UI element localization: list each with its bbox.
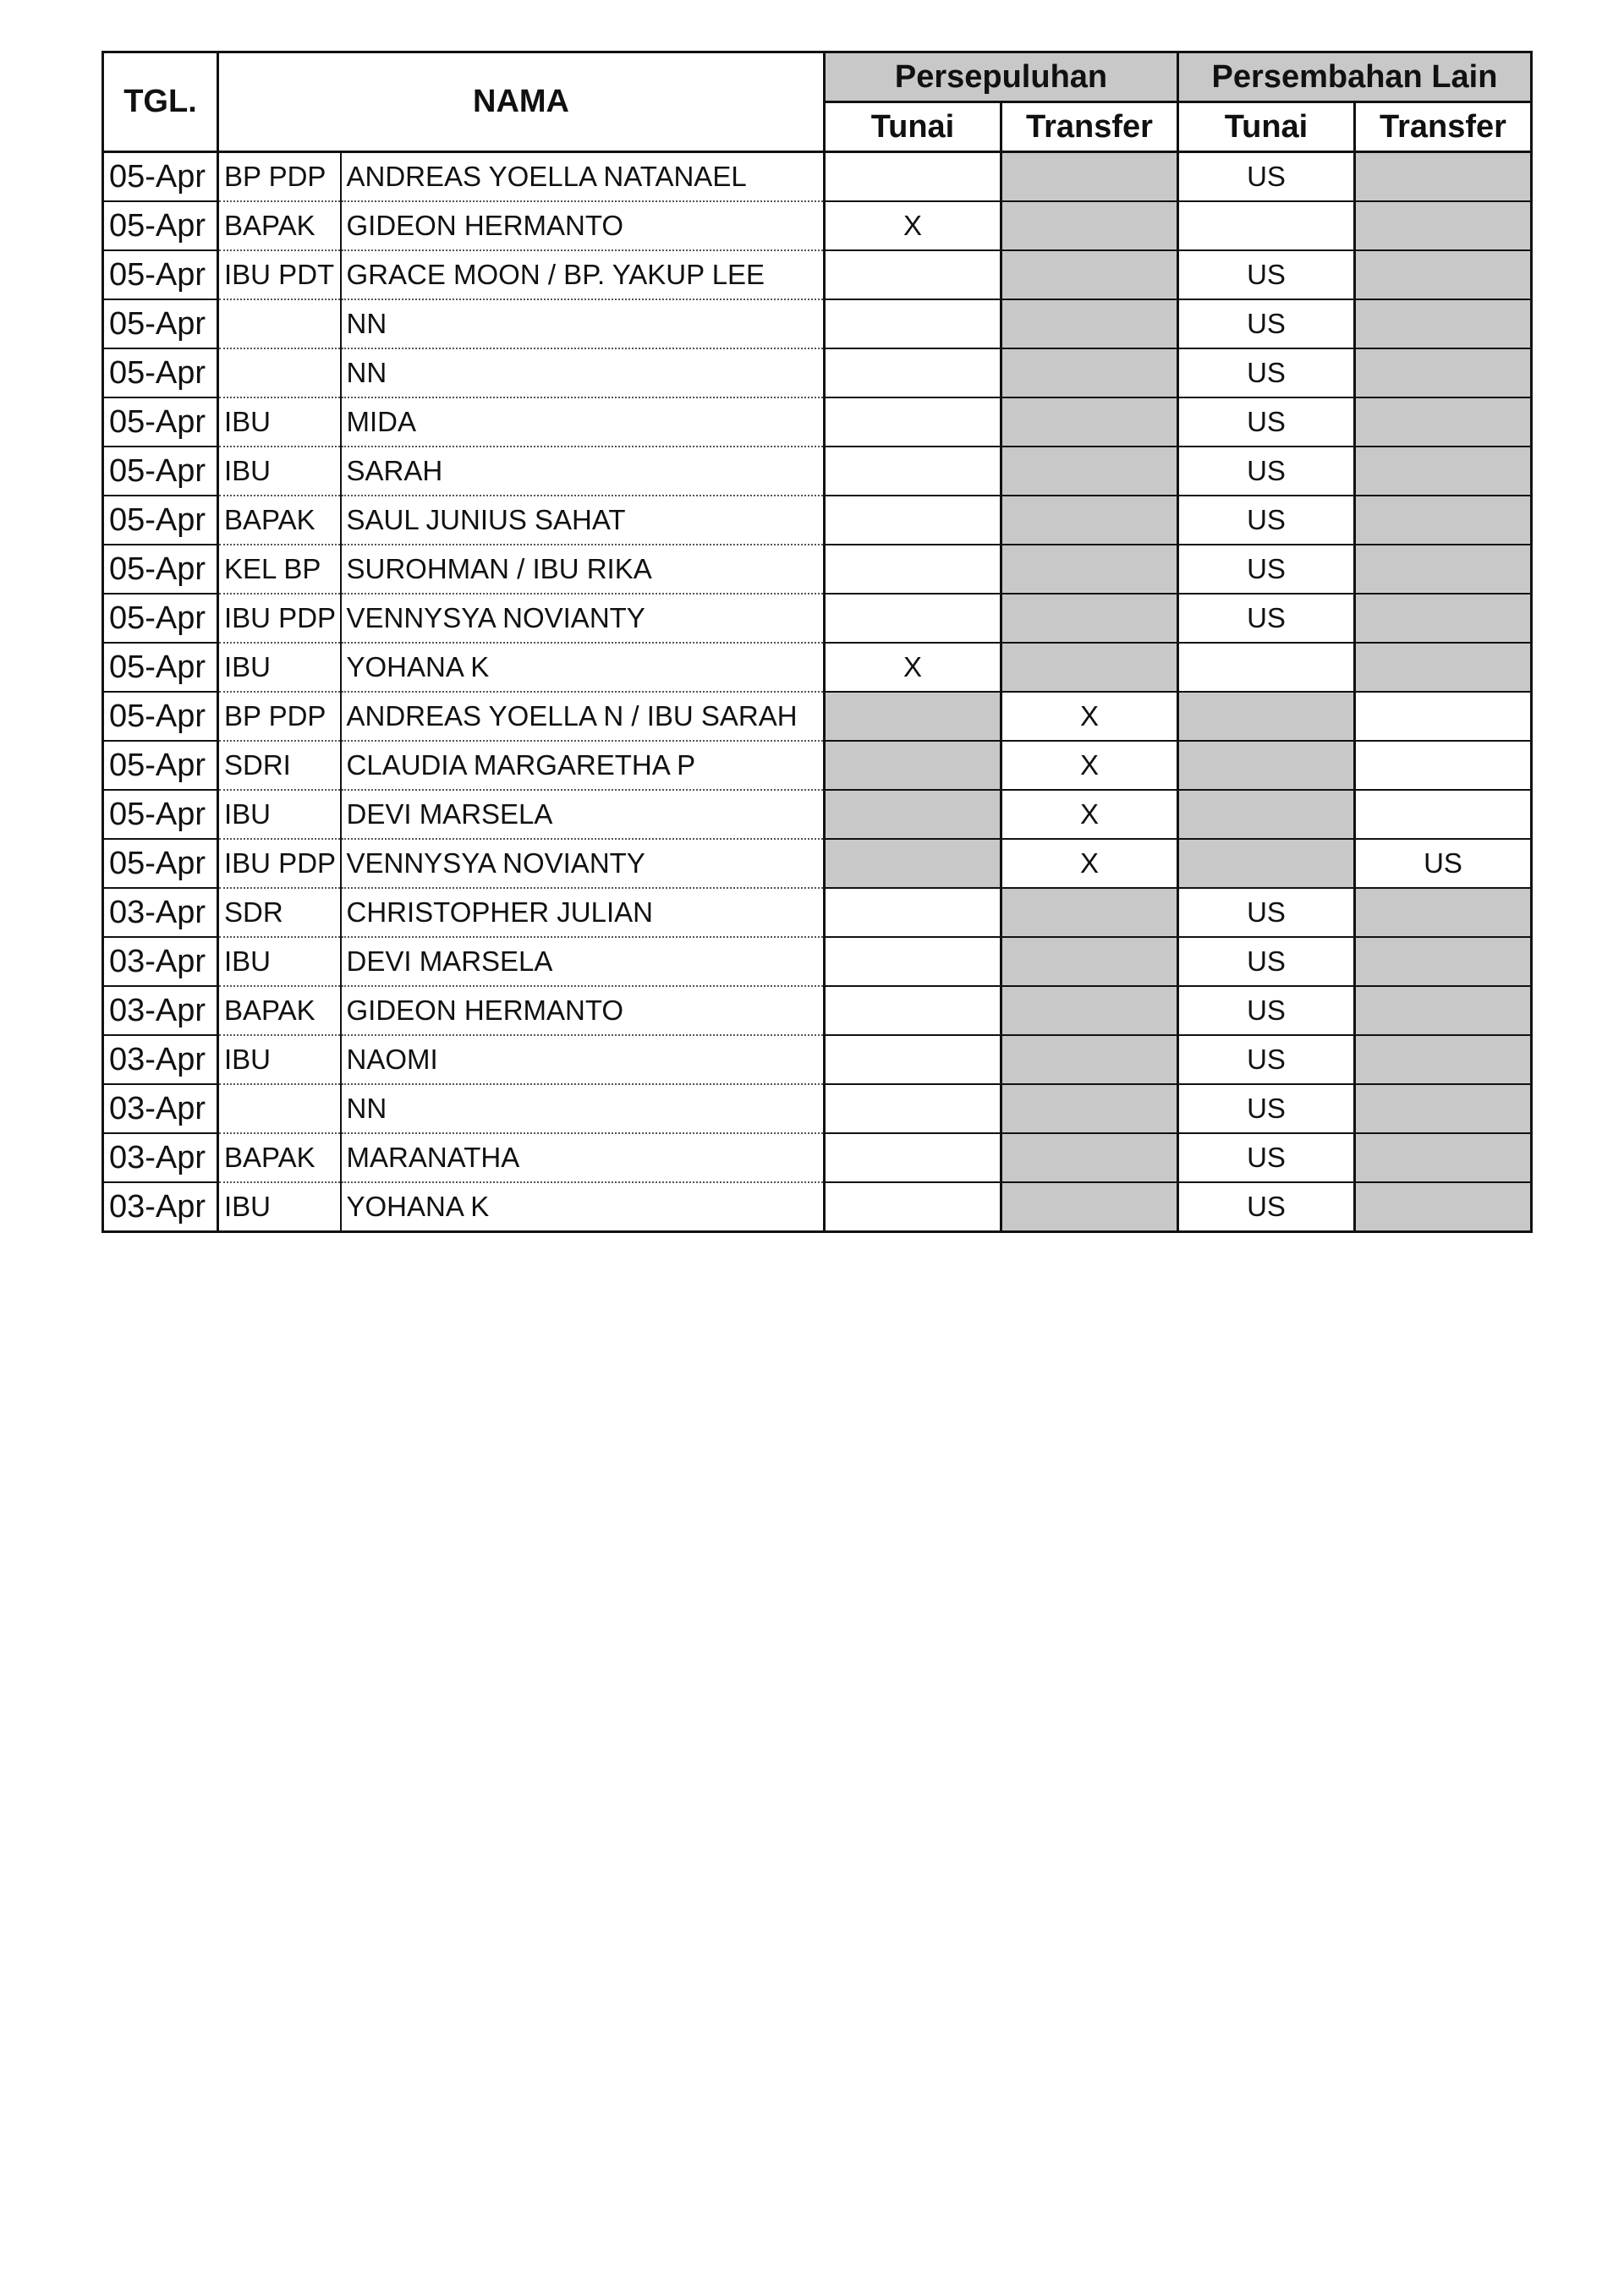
cell-tithe-cash: [825, 594, 1001, 643]
cell-other-cash: US: [1178, 397, 1355, 447]
cell-name: SAUL JUNIUS SAHAT: [341, 496, 825, 545]
cell-tithe-cash: [825, 447, 1001, 496]
cell-name: MIDA: [341, 397, 825, 447]
cell-date: 03-Apr: [103, 937, 218, 986]
cell-tithe-transfer: X: [1001, 839, 1178, 888]
cell-tithe-cash: [825, 741, 1001, 790]
cell-tithe-cash: [825, 1035, 1001, 1084]
cell-other-transfer: [1355, 348, 1532, 397]
cell-other-transfer: [1355, 1035, 1532, 1084]
cell-date: 05-Apr: [103, 201, 218, 250]
table-row: [103, 937, 1532, 986]
cell-other-cash: US: [1178, 545, 1355, 594]
cell-date: 05-Apr: [103, 397, 218, 447]
table-row: [103, 839, 1532, 888]
header-group-tithe: Persepuluhan: [825, 52, 1178, 102]
cell-other-transfer: [1355, 692, 1532, 741]
cell-other-cash: US: [1178, 1182, 1355, 1232]
cell-name: VENNYSYA NOVIANTY: [341, 839, 825, 888]
table-row: [103, 643, 1532, 692]
cell-tithe-cash: [825, 839, 1001, 888]
cell-other-transfer: [1355, 299, 1532, 348]
cell-tithe-transfer: [1001, 447, 1178, 496]
cell-title: KEL BP: [218, 545, 341, 594]
cell-title: IBU PDP: [218, 594, 341, 643]
table-row: [103, 1133, 1532, 1182]
cell-date: 03-Apr: [103, 986, 218, 1035]
cell-other-transfer: [1355, 496, 1532, 545]
cell-name: MARANATHA: [341, 1133, 825, 1182]
cell-tithe-transfer: [1001, 1182, 1178, 1232]
cell-name: VENNYSYA NOVIANTY: [341, 594, 825, 643]
cell-tithe-transfer: [1001, 545, 1178, 594]
header-other-cash: Tunai: [1178, 102, 1355, 152]
cell-title: IBU PDT: [218, 250, 341, 299]
cell-name: CLAUDIA MARGARETHA P: [341, 741, 825, 790]
table-row: [103, 888, 1532, 937]
cell-other-transfer: [1355, 545, 1532, 594]
header-tithe-transfer: Transfer: [1001, 102, 1178, 152]
cell-date: 05-Apr: [103, 839, 218, 888]
cell-other-cash: US: [1178, 496, 1355, 545]
cell-title: IBU: [218, 1035, 341, 1084]
table-header: [103, 52, 1532, 152]
cell-title: [218, 1084, 341, 1133]
table-row: [103, 348, 1532, 397]
table-row: [103, 1035, 1532, 1084]
cell-date: 05-Apr: [103, 790, 218, 839]
table-row: [103, 447, 1532, 496]
cell-other-transfer: [1355, 250, 1532, 299]
cell-tithe-transfer: X: [1001, 692, 1178, 741]
cell-other-transfer: [1355, 1133, 1532, 1182]
cell-other-transfer: [1355, 1084, 1532, 1133]
cell-tithe-cash: [825, 250, 1001, 299]
cell-tithe-transfer: X: [1001, 741, 1178, 790]
table-row: [103, 1182, 1532, 1232]
cell-other-transfer: [1355, 790, 1532, 839]
cell-title: SDRI: [218, 741, 341, 790]
cell-date: 05-Apr: [103, 348, 218, 397]
cell-title: SDR: [218, 888, 341, 937]
cell-title: IBU: [218, 1182, 341, 1232]
table-row: [103, 594, 1532, 643]
cell-tithe-transfer: [1001, 299, 1178, 348]
table-row: [103, 790, 1532, 839]
header-other-transfer: Transfer: [1355, 102, 1532, 152]
cell-name: SUROHMAN / IBU RIKA: [341, 545, 825, 594]
cell-other-cash: [1178, 839, 1355, 888]
cell-tithe-cash: [825, 1133, 1001, 1182]
cell-title: IBU: [218, 937, 341, 986]
cell-tithe-cash: [825, 348, 1001, 397]
cell-date: 03-Apr: [103, 1133, 218, 1182]
cell-title: IBU: [218, 790, 341, 839]
header-tithe-cash: Tunai: [825, 102, 1001, 152]
cell-other-cash: US: [1178, 986, 1355, 1035]
cell-other-transfer: [1355, 1182, 1532, 1232]
header-date: TGL.: [103, 52, 218, 152]
cell-other-cash: US: [1178, 348, 1355, 397]
cell-other-cash: US: [1178, 1035, 1355, 1084]
cell-other-cash: [1178, 643, 1355, 692]
cell-title: BAPAK: [218, 986, 341, 1035]
cell-other-cash: US: [1178, 937, 1355, 986]
cell-name: GIDEON HERMANTO: [341, 201, 825, 250]
cell-other-cash: US: [1178, 1084, 1355, 1133]
table-row: [103, 741, 1532, 790]
cell-other-cash: [1178, 201, 1355, 250]
cell-tithe-transfer: [1001, 496, 1178, 545]
cell-title: IBU: [218, 447, 341, 496]
cell-tithe-cash: [825, 1084, 1001, 1133]
cell-tithe-cash: [825, 152, 1001, 202]
cell-date: 03-Apr: [103, 1084, 218, 1133]
table-row: [103, 299, 1532, 348]
cell-other-transfer: [1355, 888, 1532, 937]
cell-name: DEVI MARSELA: [341, 790, 825, 839]
cell-date: 03-Apr: [103, 1182, 218, 1232]
cell-name: GRACE MOON / BP. YAKUP LEE: [341, 250, 825, 299]
table-body: [103, 152, 1532, 1232]
table-row: [103, 201, 1532, 250]
cell-other-cash: [1178, 790, 1355, 839]
cell-tithe-cash: [825, 545, 1001, 594]
cell-tithe-cash: [825, 888, 1001, 937]
cell-tithe-transfer: [1001, 348, 1178, 397]
cell-title: BP PDP: [218, 692, 341, 741]
cell-date: 05-Apr: [103, 643, 218, 692]
table-row: [103, 496, 1532, 545]
cell-other-transfer: [1355, 986, 1532, 1035]
cell-tithe-cash: [825, 986, 1001, 1035]
cell-date: 05-Apr: [103, 594, 218, 643]
cell-tithe-cash: [825, 299, 1001, 348]
cell-tithe-transfer: [1001, 1084, 1178, 1133]
cell-name: ANDREAS YOELLA N / IBU SARAH: [341, 692, 825, 741]
cell-title: IBU: [218, 397, 341, 447]
cell-tithe-transfer: [1001, 201, 1178, 250]
cell-other-cash: US: [1178, 447, 1355, 496]
cell-other-transfer: [1355, 447, 1532, 496]
cell-date: 05-Apr: [103, 152, 218, 202]
cell-other-cash: US: [1178, 152, 1355, 202]
cell-name: NAOMI: [341, 1035, 825, 1084]
cell-other-transfer: [1355, 397, 1532, 447]
cell-name: NN: [341, 1084, 825, 1133]
table-row: [103, 1084, 1532, 1133]
cell-tithe-transfer: [1001, 152, 1178, 202]
cell-date: 03-Apr: [103, 888, 218, 937]
cell-name: SARAH: [341, 447, 825, 496]
cell-date: 03-Apr: [103, 1035, 218, 1084]
header-group-other-offering: Persembahan Lain: [1178, 52, 1532, 102]
cell-other-cash: US: [1178, 1133, 1355, 1182]
cell-date: 05-Apr: [103, 692, 218, 741]
cell-title: [218, 299, 341, 348]
cell-date: 05-Apr: [103, 496, 218, 545]
cell-tithe-cash: [825, 790, 1001, 839]
header-name: NAMA: [218, 52, 825, 152]
table-row: [103, 692, 1532, 741]
cell-date: 05-Apr: [103, 545, 218, 594]
cell-tithe-transfer: [1001, 986, 1178, 1035]
cell-other-transfer: [1355, 152, 1532, 202]
cell-tithe-cash: [825, 1182, 1001, 1232]
cell-other-transfer: [1355, 741, 1532, 790]
cell-title: BAPAK: [218, 201, 341, 250]
cell-name: NN: [341, 348, 825, 397]
cell-title: IBU: [218, 643, 341, 692]
cell-other-cash: US: [1178, 594, 1355, 643]
cell-name: CHRISTOPHER JULIAN: [341, 888, 825, 937]
offering-table: [102, 51, 1533, 1233]
table-row: [103, 545, 1532, 594]
cell-other-transfer: [1355, 594, 1532, 643]
cell-tithe-transfer: [1001, 1035, 1178, 1084]
cell-tithe-cash: [825, 496, 1001, 545]
cell-other-transfer: [1355, 937, 1532, 986]
cell-title: [218, 348, 341, 397]
cell-other-transfer: US: [1355, 839, 1532, 888]
cell-tithe-transfer: X: [1001, 790, 1178, 839]
cell-date: 05-Apr: [103, 250, 218, 299]
cell-tithe-transfer: [1001, 250, 1178, 299]
cell-tithe-cash: [825, 692, 1001, 741]
cell-date: 05-Apr: [103, 741, 218, 790]
cell-title: BAPAK: [218, 496, 341, 545]
cell-date: 05-Apr: [103, 299, 218, 348]
cell-other-cash: [1178, 741, 1355, 790]
cell-tithe-transfer: [1001, 397, 1178, 447]
cell-tithe-cash: [825, 397, 1001, 447]
cell-title: BP PDP: [218, 152, 341, 202]
cell-other-cash: US: [1178, 888, 1355, 937]
cell-tithe-transfer: [1001, 643, 1178, 692]
cell-title: IBU PDP: [218, 839, 341, 888]
cell-other-cash: US: [1178, 250, 1355, 299]
cell-tithe-transfer: [1001, 594, 1178, 643]
cell-name: DEVI MARSELA: [341, 937, 825, 986]
cell-name: YOHANA K: [341, 643, 825, 692]
cell-title: BAPAK: [218, 1133, 341, 1182]
table-row: [103, 397, 1532, 447]
cell-tithe-cash: [825, 937, 1001, 986]
cell-tithe-cash: X: [825, 643, 1001, 692]
table-row: [103, 986, 1532, 1035]
cell-tithe-transfer: [1001, 937, 1178, 986]
cell-date: 05-Apr: [103, 447, 218, 496]
cell-tithe-transfer: [1001, 888, 1178, 937]
cell-other-transfer: [1355, 643, 1532, 692]
cell-other-transfer: [1355, 201, 1532, 250]
cell-tithe-cash: X: [825, 201, 1001, 250]
cell-other-cash: [1178, 692, 1355, 741]
cell-name: YOHANA K: [341, 1182, 825, 1232]
cell-other-cash: US: [1178, 299, 1355, 348]
cell-tithe-transfer: [1001, 1133, 1178, 1182]
cell-name: ANDREAS YOELLA NATANAEL: [341, 152, 825, 202]
table-row: [103, 152, 1532, 202]
table-row: [103, 250, 1532, 299]
cell-name: NN: [341, 299, 825, 348]
cell-name: GIDEON HERMANTO: [341, 986, 825, 1035]
